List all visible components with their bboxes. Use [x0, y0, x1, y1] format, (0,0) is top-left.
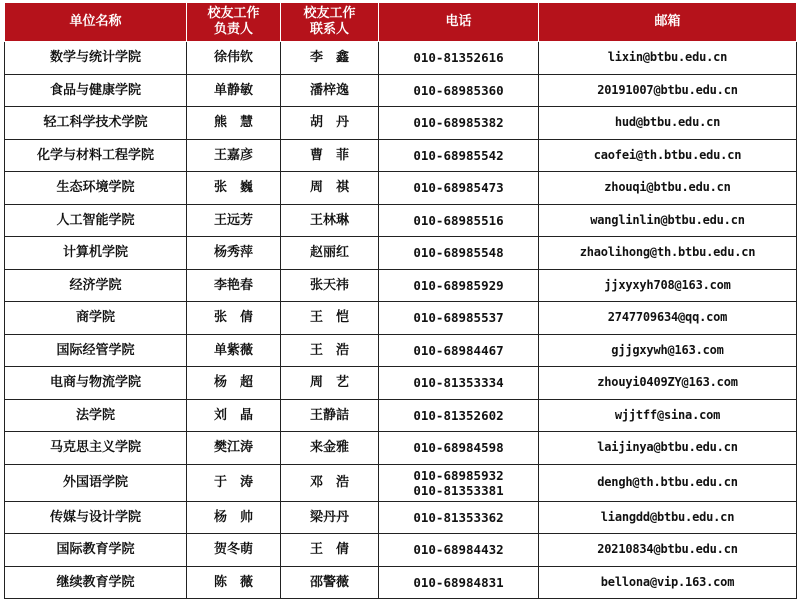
phone-number: 010-81353381	[413, 482, 504, 498]
alumni-liaison-cell: 王静詰	[281, 399, 379, 432]
phone-number: 010-68985932	[413, 467, 504, 483]
phone-number: 010-81353334	[413, 375, 504, 391]
email-cell: bellona@vip.163.com	[539, 566, 797, 599]
alumni-head-cell: 李艳春	[187, 269, 281, 302]
unit-name-cell: 生态环境学院	[5, 172, 187, 205]
unit-name-cell: 数学与统计学院	[5, 42, 187, 75]
phone-number: 010-68984598	[413, 440, 504, 456]
alumni-contacts-table	[4, 2, 797, 599]
phone-number: 010-68984467	[413, 342, 504, 358]
phone-number: 010-68985537	[413, 310, 504, 326]
alumni-head-cell: 杨秀萍	[187, 237, 281, 270]
alumni-head-cell: 王远芳	[187, 204, 281, 237]
alumni-liaison-cell: 邓 浩	[281, 464, 379, 501]
table-row	[5, 172, 797, 205]
phone-cell	[379, 399, 539, 432]
phone-cell	[379, 139, 539, 172]
alumni-liaison-cell: 赵丽红	[281, 237, 379, 270]
phone-cell	[379, 237, 539, 270]
phone-number: 010-81352616	[413, 50, 504, 66]
phone-number: 010-68985542	[413, 147, 504, 163]
alumni-liaison-cell: 胡 丹	[281, 107, 379, 140]
phone-number: 010-81353362	[413, 509, 504, 525]
unit-name-cell: 轻工科学技术学院	[5, 107, 187, 140]
alumni-liaison-cell: 曹 菲	[281, 139, 379, 172]
table-row	[5, 432, 797, 465]
phone-number: 010-68984831	[413, 574, 504, 590]
table-row	[5, 42, 797, 75]
email-cell: gjjgxywh@163.com	[539, 334, 797, 367]
unit-name-cell: 人工智能学院	[5, 204, 187, 237]
phone-cell	[379, 204, 539, 237]
table-body	[5, 42, 797, 599]
alumni-head-cell: 张 巍	[187, 172, 281, 205]
table-row	[5, 237, 797, 270]
email-cell: caofei@th.btbu.edu.cn	[539, 139, 797, 172]
table-row	[5, 367, 797, 400]
header-head-line-2: 负责人	[213, 22, 253, 37]
unit-name-cell: 继续教育学院	[5, 566, 187, 599]
alumni-head-cell: 樊江涛	[187, 432, 281, 465]
phone-number: 010-68985382	[413, 115, 504, 131]
phone-cell	[379, 534, 539, 567]
unit-name-cell: 国际教育学院	[5, 534, 187, 567]
email-cell: 20210834@btbu.edu.cn	[539, 534, 797, 567]
table-row	[5, 534, 797, 567]
unit-name-cell: 法学院	[5, 399, 187, 432]
phone-cell	[379, 566, 539, 599]
unit-name-cell: 商学院	[5, 302, 187, 335]
alumni-head-cell: 杨 超	[187, 367, 281, 400]
email-cell: 2747709634@qq.com	[539, 302, 797, 335]
alumni-liaison-cell: 邵警薇	[281, 566, 379, 599]
alumni-liaison-cell: 周 祺	[281, 172, 379, 205]
alumni-liaison-cell: 王 恺	[281, 302, 379, 335]
unit-name-cell: 国际经管学院	[5, 334, 187, 367]
header-email: 邮箱	[539, 3, 797, 42]
alumni-head-cell: 单静敏	[187, 74, 281, 107]
phone-cell	[379, 269, 539, 302]
unit-name-cell: 经济学院	[5, 269, 187, 302]
alumni-head-cell: 单紫薇	[187, 334, 281, 367]
alumni-liaison-cell: 潘梓逸	[281, 74, 379, 107]
email-cell: liangdd@btbu.edu.cn	[539, 501, 797, 534]
alumni-head-cell: 张 倩	[187, 302, 281, 335]
email-cell: jjxyxyh708@163.com	[539, 269, 797, 302]
email-cell: dengh@th.btbu.edu.cn	[539, 464, 797, 501]
header-alumni-work-liaison	[281, 3, 379, 42]
header-alumni-work-head	[187, 3, 281, 42]
alumni-liaison-cell: 王 倩	[281, 534, 379, 567]
header-phone: 电话	[379, 3, 539, 42]
phone-number: 010-81352602	[413, 407, 504, 423]
alumni-liaison-cell: 王 浩	[281, 334, 379, 367]
phone-number: 010-68985516	[413, 212, 504, 228]
phone-number: 010-68985548	[413, 245, 504, 261]
phone-number: 010-68985360	[413, 82, 504, 98]
phone-cell	[379, 432, 539, 465]
phone-cell	[379, 302, 539, 335]
alumni-liaison-cell: 梁丹丹	[281, 501, 379, 534]
table-row	[5, 399, 797, 432]
table-row	[5, 74, 797, 107]
email-cell: wanglinlin@btbu.edu.cn	[539, 204, 797, 237]
alumni-liaison-cell: 周 艺	[281, 367, 379, 400]
table-row	[5, 334, 797, 367]
unit-name-cell: 马克思主义学院	[5, 432, 187, 465]
email-cell: hud@btbu.edu.cn	[539, 107, 797, 140]
unit-name-cell: 化学与材料工程学院	[5, 139, 187, 172]
header-unit-name: 单位名称	[5, 3, 187, 42]
unit-name-cell: 食品与健康学院	[5, 74, 187, 107]
table-row	[5, 566, 797, 599]
alumni-liaison-cell: 李 鑫	[281, 42, 379, 75]
unit-name-cell: 外国语学院	[5, 464, 187, 501]
table-row	[5, 269, 797, 302]
header-head-line-1: 校友工作	[207, 6, 260, 21]
email-cell: laijinya@btbu.edu.cn	[539, 432, 797, 465]
alumni-head-cell: 徐伟钦	[187, 42, 281, 75]
phone-cell	[379, 172, 539, 205]
table-row	[5, 107, 797, 140]
alumni-liaison-cell: 张天祎	[281, 269, 379, 302]
email-cell: lixin@btbu.edu.cn	[539, 42, 797, 75]
unit-name-cell: 计算机学院	[5, 237, 187, 270]
email-cell: 20191007@btbu.edu.cn	[539, 74, 797, 107]
email-cell: zhaolihong@th.btbu.edu.cn	[539, 237, 797, 270]
phone-cell	[379, 107, 539, 140]
alumni-head-cell: 刘 晶	[187, 399, 281, 432]
unit-name-cell: 电商与物流学院	[5, 367, 187, 400]
alumni-head-cell: 贺冬萌	[187, 534, 281, 567]
alumni-head-cell: 杨 帅	[187, 501, 281, 534]
alumni-liaison-cell: 来金雅	[281, 432, 379, 465]
phone-number: 010-68984432	[413, 542, 504, 558]
phone-cell	[379, 42, 539, 75]
header-liaison-line-1: 校友工作	[303, 6, 356, 21]
header-liaison-line-2: 联系人	[309, 22, 349, 37]
table-row	[5, 139, 797, 172]
phone-cell	[379, 74, 539, 107]
table-row	[5, 302, 797, 335]
table-header	[5, 3, 797, 42]
unit-name-cell: 传媒与设计学院	[5, 501, 187, 534]
phone-cell	[379, 501, 539, 534]
alumni-head-cell: 陈 薇	[187, 566, 281, 599]
table-row	[5, 464, 797, 501]
alumni-head-cell: 王嘉彦	[187, 139, 281, 172]
header-row	[5, 3, 797, 42]
email-cell: wjjtff@sina.com	[539, 399, 797, 432]
alumni-head-cell: 于 涛	[187, 464, 281, 501]
alumni-liaison-cell: 王林琳	[281, 204, 379, 237]
phone-cell	[379, 334, 539, 367]
phone-number: 010-68985929	[413, 277, 504, 293]
table-row	[5, 204, 797, 237]
alumni-head-cell: 熊 慧	[187, 107, 281, 140]
phone-number: 010-68985473	[413, 180, 504, 196]
phone-cell	[379, 464, 539, 501]
email-cell: zhouyi0409ZY@163.com	[539, 367, 797, 400]
email-cell: zhouqi@btbu.edu.cn	[539, 172, 797, 205]
table-row	[5, 501, 797, 534]
phone-cell	[379, 367, 539, 400]
